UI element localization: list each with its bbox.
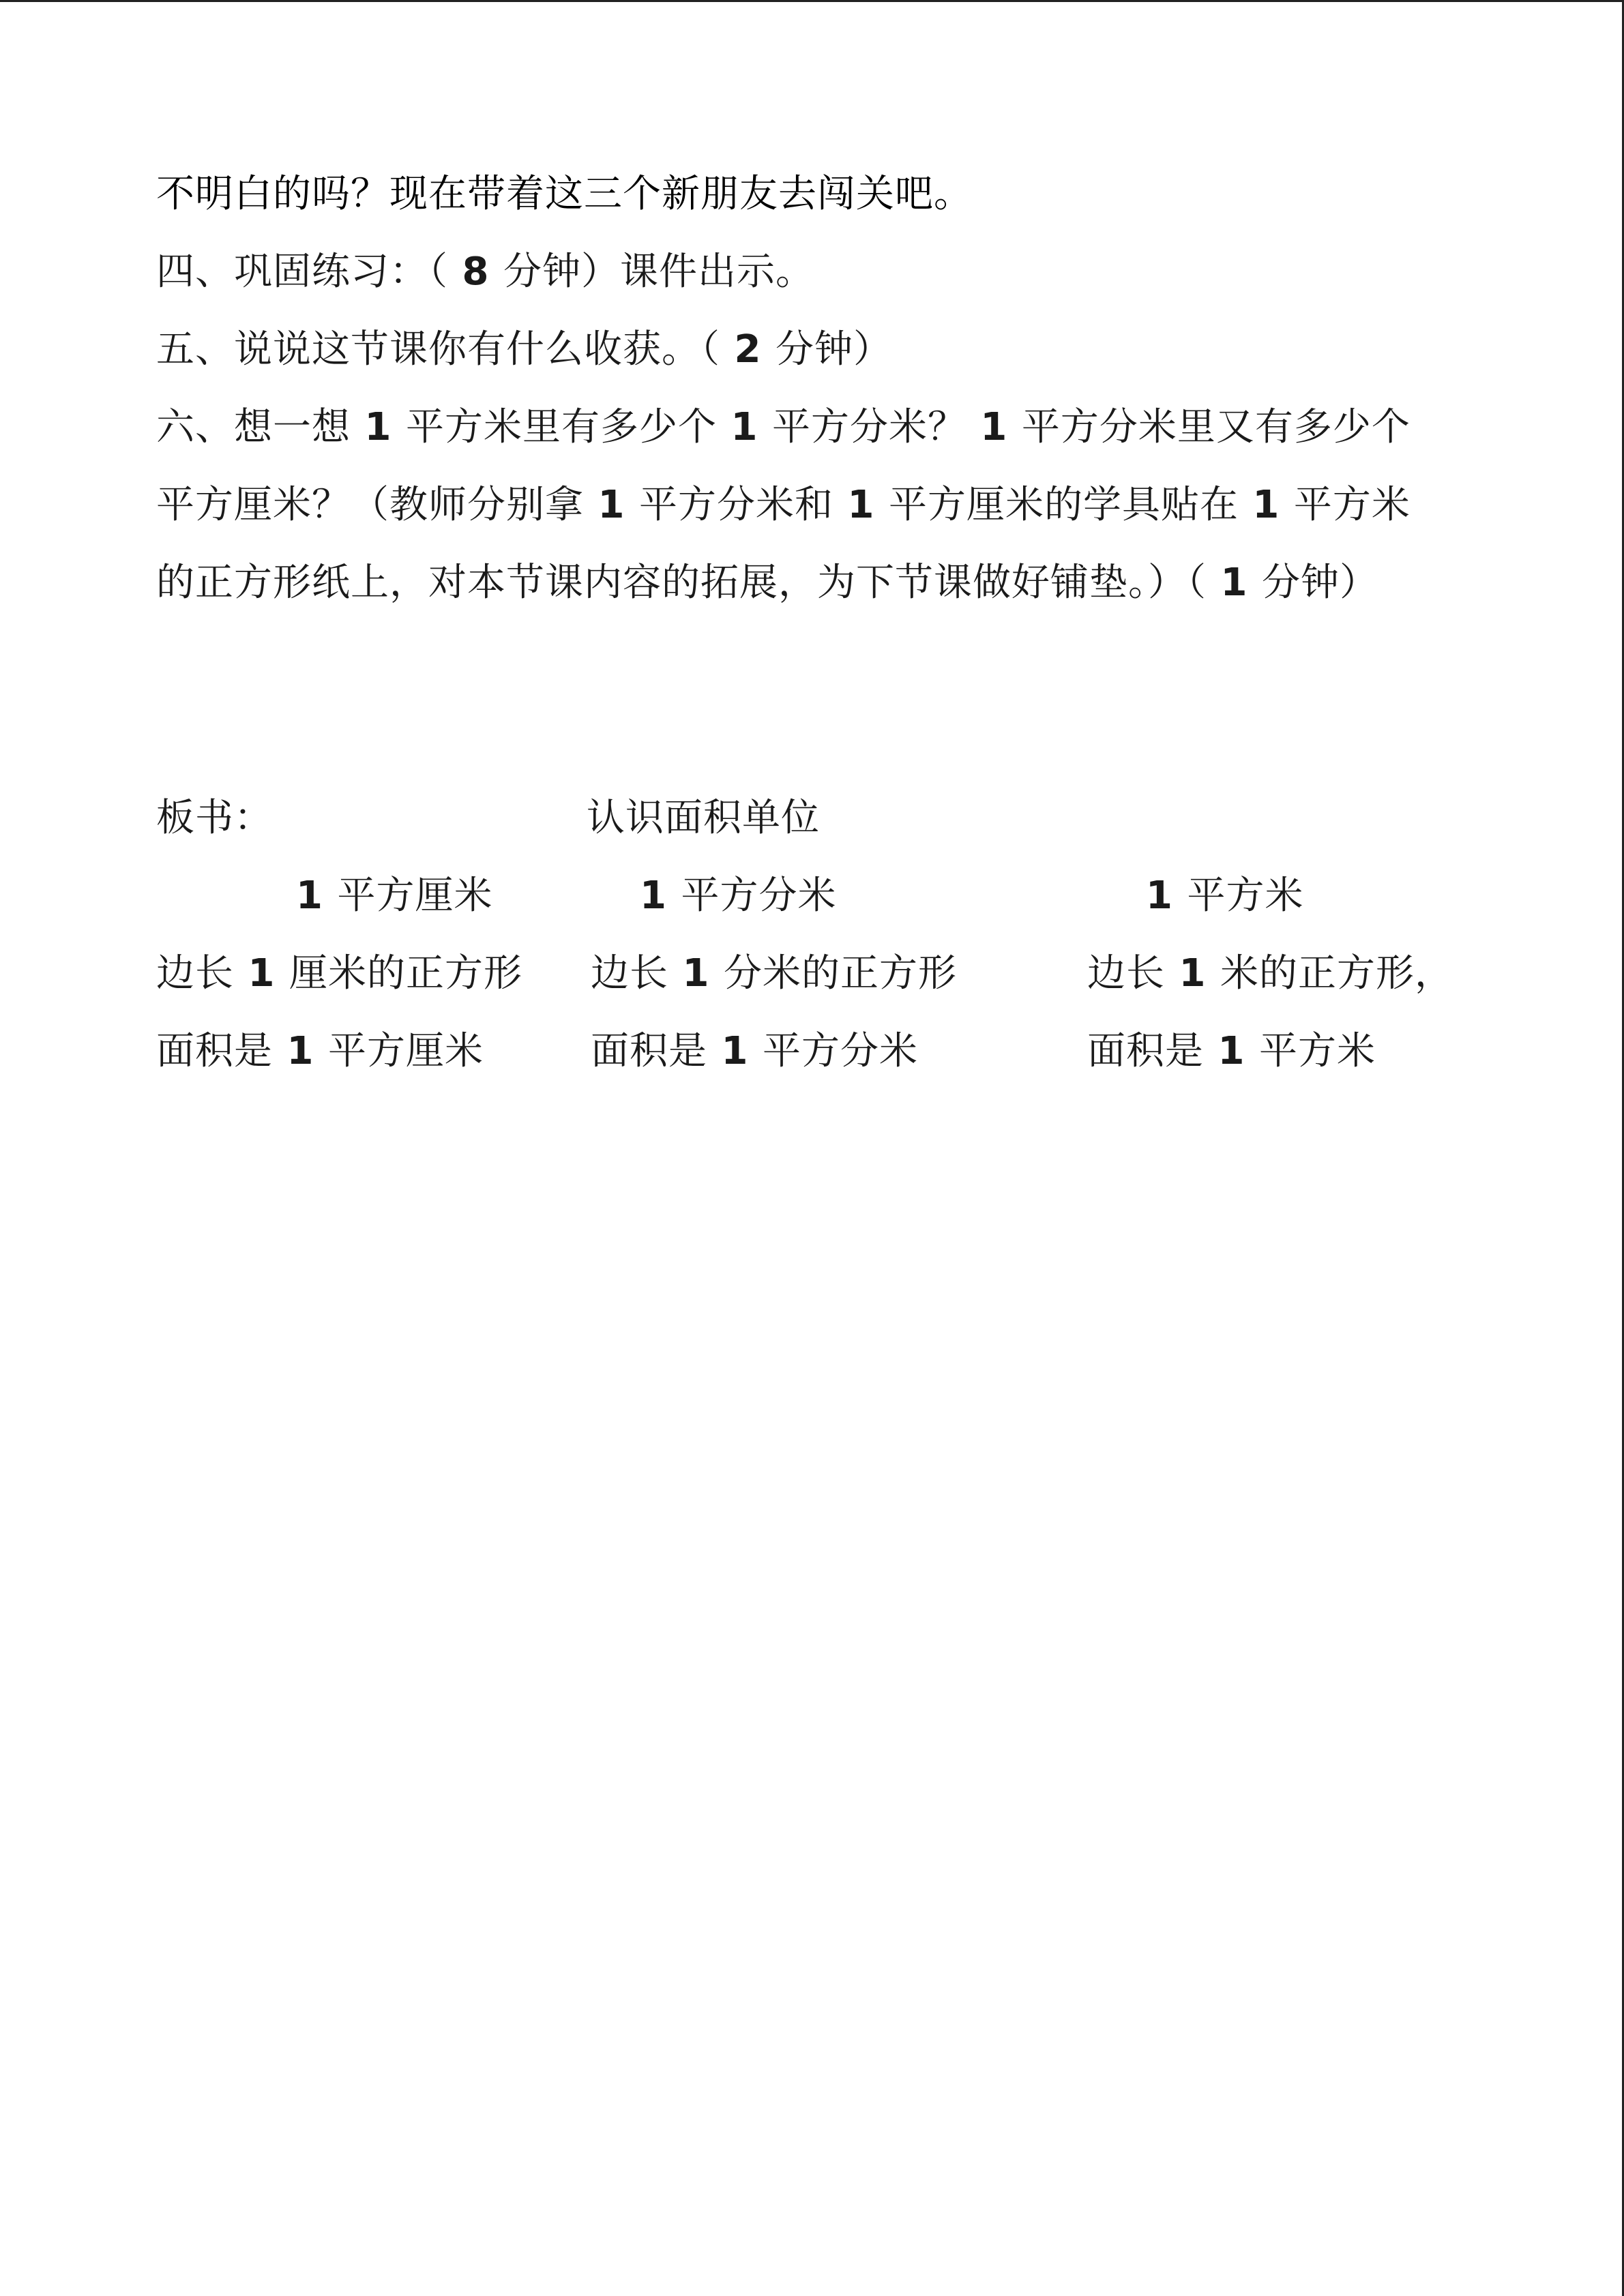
board-area-sq-cm: 面积是 1 平方厘米 (156, 1029, 484, 1073)
board-label: 板书： (156, 796, 273, 840)
board-area-sq-dm: 面积是 1 平方分米 (591, 1029, 918, 1073)
board-unit-sq-dm: 1 平方分米 (640, 874, 837, 918)
paragraph-line: 不明白的吗？现在带着这三个新朋友去闯关吧。 (156, 172, 973, 216)
paragraph-line: 四、巩固练习：（ 8 分钟）课件出示。 (156, 250, 814, 294)
paragraph-line: 的正方形纸上，对本节课内容的拓展，为下节课做好铺垫。）（ 1 分钟） (156, 561, 1378, 605)
board-unit-sq-cm: 1 平方厘米 (296, 874, 493, 918)
board-side-sq-dm: 边长 1 分米的正方形 (591, 951, 957, 996)
board-unit-sq-m: 1 平方米 (1146, 874, 1304, 918)
paragraph-line: 五、说说这节课你有什么收获。（ 2 分钟） (156, 327, 892, 372)
board-side-sq-m: 边长 1 米的正方形， (1087, 951, 1453, 996)
paragraph-line: 平方厘米？（教师分别拿 1 平方分米和 1 平方厘米的学具贴在 1 平方米 (156, 483, 1411, 527)
board-title: 认识面积单位 (587, 796, 820, 840)
page-top-border (0, 0, 1624, 2)
paragraph-line: 六、想一想 1 平方米里有多少个 1 平方分米？ 1 平方分米里又有多少个 (156, 405, 1411, 449)
board-side-sq-cm: 边长 1 厘米的正方形 (156, 951, 522, 996)
board-area-sq-m: 面积是 1 平方米 (1087, 1029, 1376, 1073)
